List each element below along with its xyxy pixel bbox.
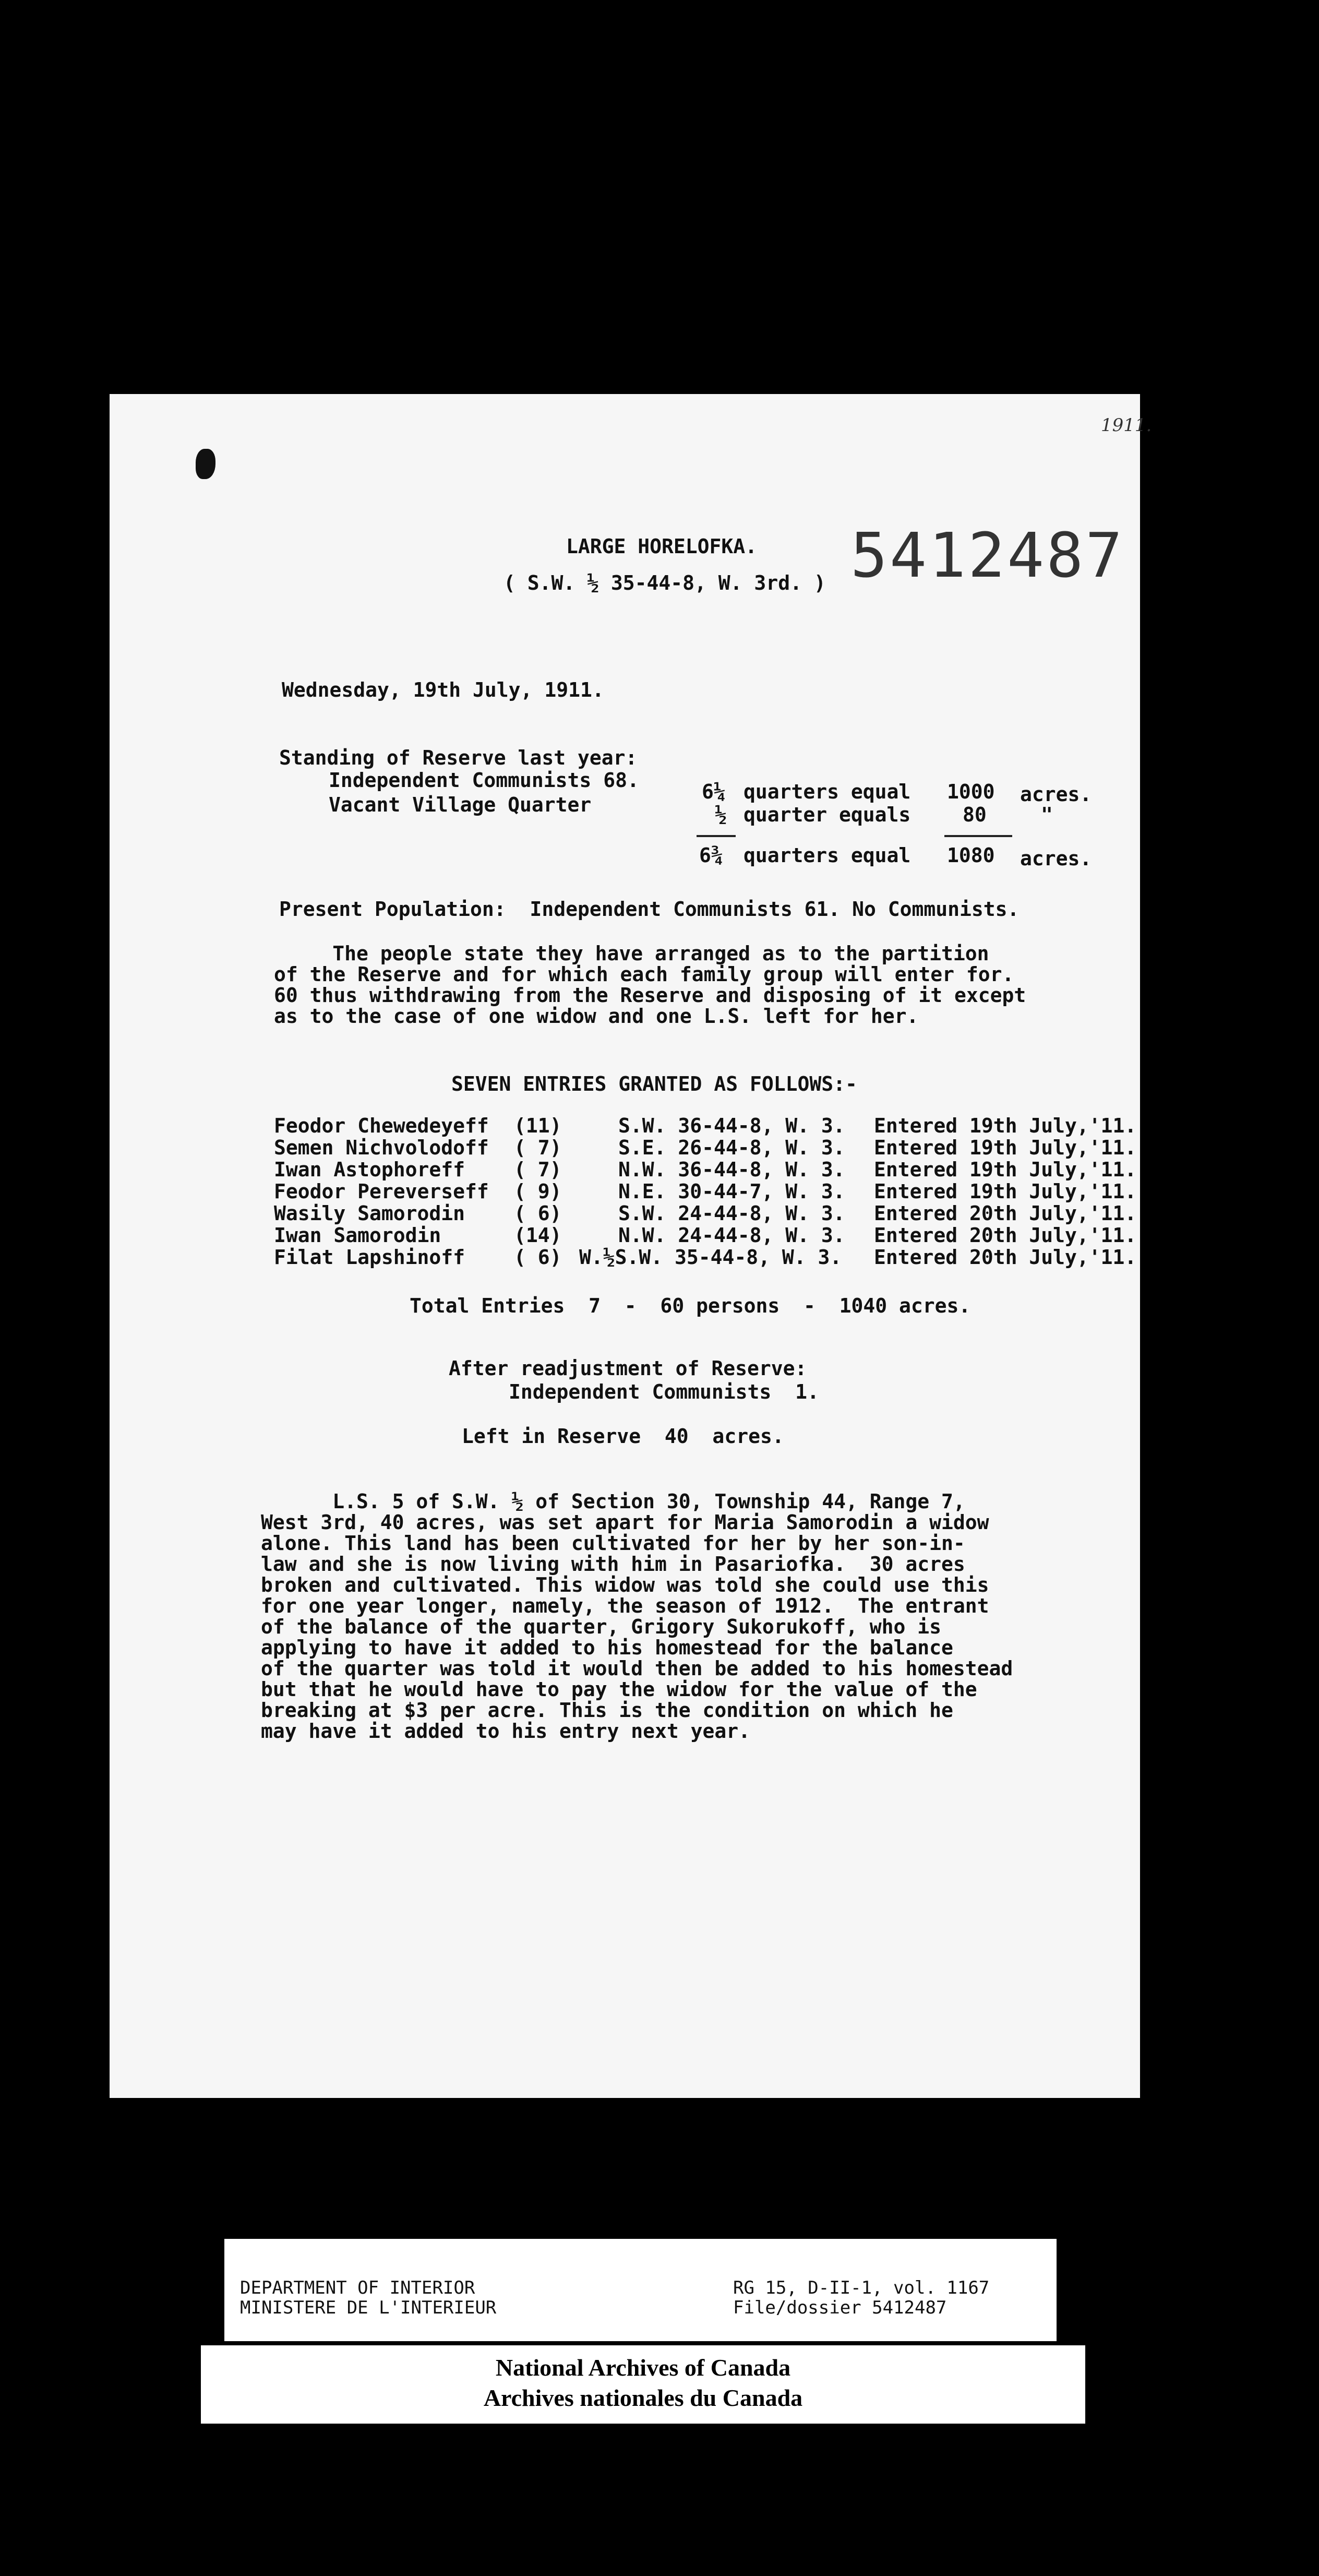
entry-land: S.W. 24-44-8, W. 3. (618, 1202, 845, 1225)
document-page (110, 394, 1152, 2098)
paragraph-1-line-2: of the Reserve and for which each family group will enter for. (274, 963, 1014, 986)
handwritten-year: 1911. (1101, 415, 1152, 436)
standing-label-2: Vacant Village Quarter (329, 793, 592, 816)
entry-entered: Entered 20th July,'11. (874, 1224, 1137, 1247)
entries-heading: SEVEN ENTRIES GRANTED AS FOLLOWS:- (451, 1072, 857, 1095)
entry-persons: ( 7) (514, 1158, 562, 1181)
standing-value-2: 80 (963, 803, 987, 826)
document-date: Wednesday, 19th July, 1911. (282, 678, 604, 701)
entry-name: Filat Lapshinoff (274, 1246, 465, 1269)
archive-banner (201, 2345, 1085, 2424)
heading-location: ( S.W. ½ 35-44-8, W. 3rd. ) (503, 571, 826, 594)
standing-total-unit: acres. (1020, 847, 1092, 870)
archive-file-number: File/dossier 5412487 (733, 2297, 947, 2318)
total-entries: Total Entries 7 - 60 persons - 1040 acres. (410, 1294, 971, 1317)
standing-total-value: 1080 (947, 844, 995, 867)
entry-name: Iwan Astophoreff (274, 1158, 465, 1181)
standing-text-2: quarter equals (744, 803, 911, 826)
entry-name: Wasily Samorodin (274, 1202, 465, 1225)
entry-land: S.E. 26-44-8, W. 3. (618, 1136, 845, 1159)
heading-title: LARGE HORELOFKA. (566, 535, 758, 558)
paragraph-2-line-1: L.S. 5 of S.W. ½ of Section 30, Township 44, Range 7, (261, 1490, 965, 1513)
paragraph-2-line-8: applying to have it added to his homestead for the balance (261, 1636, 953, 1659)
entry-entered: Entered 19th July,'11. (874, 1114, 1137, 1137)
entry-land: N.W. 36-44-8, W. 3. (618, 1158, 845, 1181)
paragraph-2-line-12: may have it added to his entry next year. (261, 1720, 750, 1743)
entry-land: N.W. 24-44-8, W. 3. (618, 1224, 845, 1247)
paragraph-2-line-2: West 3rd, 40 acres, was set apart for Maria Samorodin a widow (261, 1511, 989, 1534)
entry-persons: (11) (514, 1114, 562, 1137)
paragraph-2-line-11: breaking at $3 per acre. This is the condition on which he (261, 1699, 953, 1722)
entry-land: S.W. 36-44-8, W. 3. (618, 1114, 845, 1137)
archive-reference: RG 15, D-II-1, vol. 1167 (733, 2277, 990, 2298)
readjustment-line-2: Independent Communists 1. (509, 1380, 819, 1403)
archive-banner-en: National Archives of Canada (495, 2354, 791, 2381)
department-french: MINISTERE DE L'INTERIEUR (240, 2297, 497, 2318)
left-in-reserve: Left in Reserve 40 acres. (462, 1425, 784, 1448)
standing-text-1: quarters equal (744, 780, 911, 803)
entry-entered: Entered 20th July,'11. (874, 1246, 1137, 1269)
standing-total-text: quarters equal (744, 844, 911, 867)
present-population: Present Population: Independent Communists 61. No Communists. (279, 898, 1020, 921)
entry-land: N.E. 30-44-7, W. 3. (618, 1180, 845, 1203)
entry-entered: Entered 20th July,'11. (874, 1202, 1137, 1225)
entry-name: Feodor Pereverseff (274, 1180, 489, 1203)
paragraph-2-line-4: law and she is now living with him in Pasariofka. 30 acres (261, 1553, 965, 1576)
archive-banner-fr: Archives nationales du Canada (483, 2384, 803, 2411)
entry-persons: ( 9) (514, 1180, 562, 1203)
paragraph-2-line-10: but that he would have to pay the widow for the value of the (261, 1678, 977, 1701)
standing-qty-1: 6¼ (702, 780, 726, 803)
sum-rule-right (944, 835, 1012, 837)
entry-persons: ( 7) (514, 1136, 562, 1159)
readjustment-line-1: After readjustment of Reserve: (449, 1357, 807, 1380)
entry-land: W.½S.W. 35-44-8, W. 3. (579, 1246, 842, 1269)
paragraph-1-line-4: as to the case of one widow and one L.S. left for her. (274, 1005, 919, 1028)
standing-qty-2: ½ (715, 803, 727, 826)
entry-entered: Entered 19th July,'11. (874, 1136, 1137, 1159)
entry-entered: Entered 19th July,'11. (874, 1180, 1137, 1203)
entry-persons: (14) (514, 1224, 562, 1247)
archive-reference-label (224, 2239, 1057, 2341)
sum-rule-left (697, 835, 736, 837)
standing-label-1: Independent Communists 68. (329, 769, 639, 792)
entry-name: Iwan Samorodin (274, 1224, 441, 1247)
paragraph-2-line-9: of the quarter was told it would then be added to his homestead (261, 1657, 1013, 1680)
paragraph-1-line-1: The people state they have arranged as to the partition (261, 942, 989, 965)
entry-persons: ( 6) (514, 1246, 562, 1269)
paragraph-2-line-5: broken and cultivated. This widow was told she could use this (261, 1573, 989, 1596)
standing-value-1: 1000 (947, 780, 995, 803)
paragraph-2-line-7: of the balance of the quarter, Grigory Sukorukoff, who is (261, 1615, 942, 1638)
paragraph-1-line-3: 60 thus withdrawing from the Reserve and disposing of it except (274, 984, 1026, 1007)
entry-persons: ( 6) (514, 1202, 562, 1225)
entry-name: Feodor Chewedeyeff (274, 1114, 489, 1137)
paragraph-2-line-6: for one year longer, namely, the season of 1912. The entrant (261, 1594, 989, 1617)
entry-name: Semen Nichvolodoff (274, 1136, 489, 1159)
standing-total-qty: 6¾ (699, 844, 723, 867)
standing-intro: Standing of Reserve last year: (279, 746, 638, 769)
standing-unit-2: " (1041, 803, 1053, 826)
file-number-stamp: 5412487 (850, 519, 1125, 591)
department-english: DEPARTMENT OF INTERIOR (240, 2277, 475, 2298)
standing-unit-1: acres. (1020, 783, 1092, 806)
paragraph-2-line-3: alone. This land has been cultivated for her by her son-in- (261, 1532, 965, 1555)
entry-entered: Entered 19th July,'11. (874, 1158, 1137, 1181)
ink-blot (196, 449, 215, 479)
